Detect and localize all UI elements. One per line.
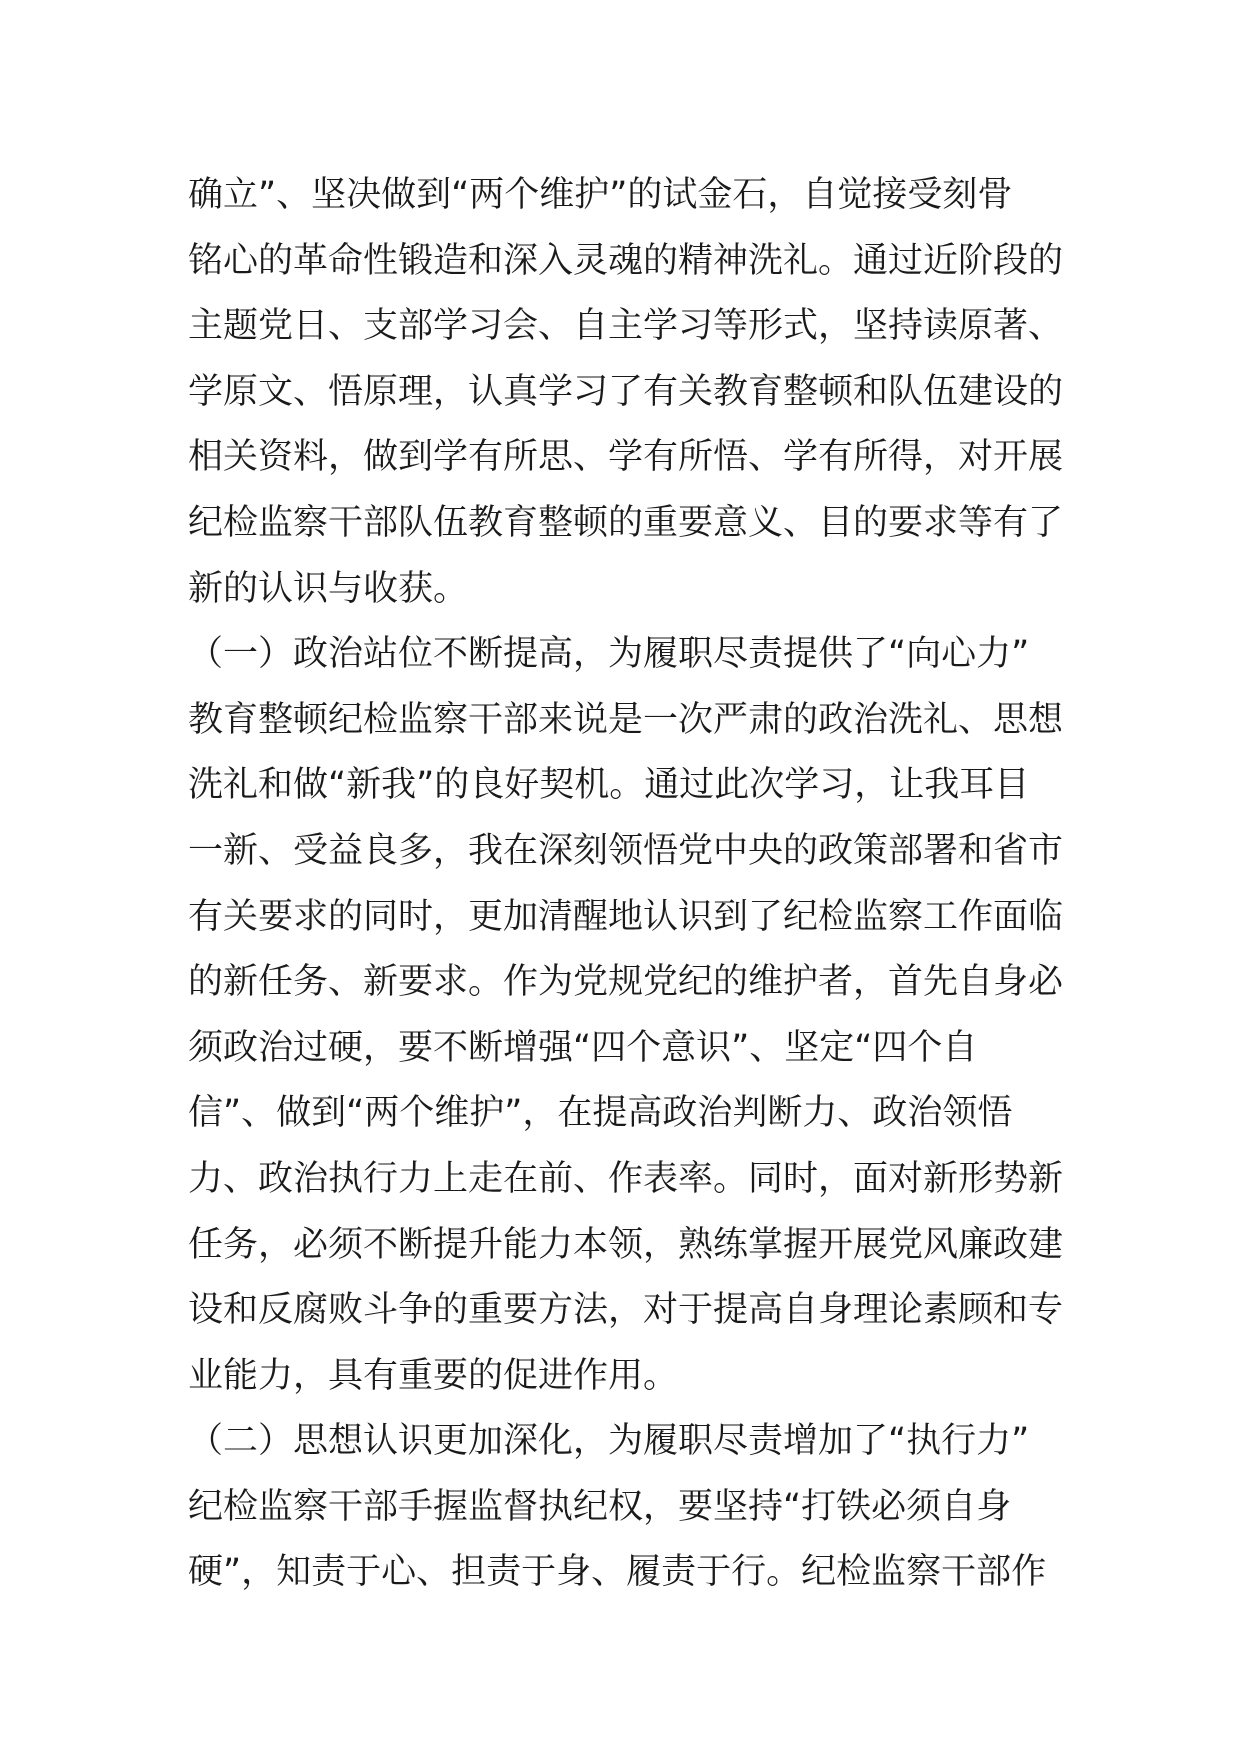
text-line: 铭心的革命性锻造和深入灵魂的精神洗礼。通过近阶段的 <box>188 240 1064 281</box>
text-line: 教育整顿纪检监察干部来说是一次严肃的政治洗礼、思想 <box>188 699 1064 740</box>
text-line: 新的认识与收获。 <box>188 568 469 609</box>
text-line: 确立”、坚决做到“两个维护”的试金石，自觉接受刻骨 <box>188 175 1013 215</box>
text-line: 一新、受益良多，我在深刻领悟党中央的政策部署和省市 <box>188 830 1064 871</box>
text-line: 任务，必须不断提升能力本领，熟练掌握开展党风廉政建 <box>188 1224 1064 1265</box>
text-line: 洗礼和做“新我”的良好契机。通过此次学习，让我耳目 <box>188 765 1030 806</box>
text-line: 纪检监察干部队伍教育整顿的重要意义、目的要求等有了 <box>188 502 1064 543</box>
text-line: 主题党日、支部学习会、自主学习等形式，坚持读原著、 <box>188 306 1064 347</box>
text-line: 信”、做到“两个维护”，在提高政治判断力、政治领悟 <box>188 1093 1013 1134</box>
section-heading: （二）思想认识更加深化，为履职尽责增加了“执行力” <box>188 1421 1030 1462</box>
text-line: 硬”，知责于心、担责于身、履责于行。纪检监察干部作 <box>188 1552 1047 1593</box>
text-line: 相关资料，做到学有所思、学有所悟、学有所得，对开展 <box>188 437 1064 478</box>
text-line: 有关要求的同时，更加清醒地认识到了纪检监察工作面临 <box>188 896 1064 937</box>
document-body <box>188 163 1068 1606</box>
text-line: 的新任务、新要求。作为党规党纪的维护者，首先自身必 <box>188 962 1064 1003</box>
text-line: 设和反腐败斗争的重要方法，对于提高自身理论素顾和专 <box>188 1290 1064 1331</box>
text-line: 纪检监察干部手握监督执纪权，要坚持“打铁必须自身 <box>188 1486 1012 1527</box>
text-line: 须政治过硬，要不断增强“四个意识”、坚定“四个自 <box>188 1027 978 1068</box>
text-line: 业能力，具有重要的促进作用。 <box>188 1355 679 1396</box>
section-heading: （一）政治站位不断提高，为履职尽责提供了“向心力” <box>188 634 1030 675</box>
text-line: 学原文、悟原理，认真学习了有关教育整顿和队伍建设的 <box>188 371 1064 412</box>
text-line: 力、政治执行力上走在前、作表率。同时，面对新形势新 <box>188 1158 1064 1199</box>
